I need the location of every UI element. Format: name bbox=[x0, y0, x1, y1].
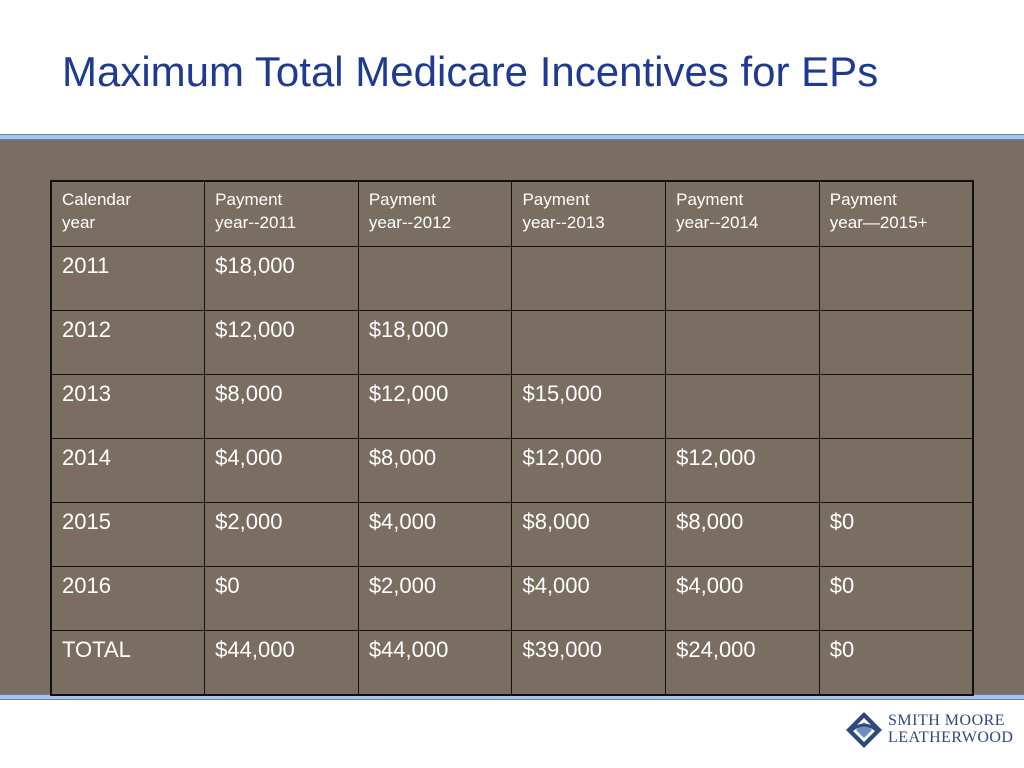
incentives-table bbox=[50, 180, 974, 696]
table-cell: $0 bbox=[819, 631, 973, 696]
table-cell: $8,000 bbox=[205, 375, 359, 439]
table-cell bbox=[512, 311, 666, 375]
table-cell: 2013 bbox=[51, 375, 205, 439]
table-cell bbox=[358, 247, 512, 311]
table-cell bbox=[819, 311, 973, 375]
table-cell: $2,000 bbox=[358, 567, 512, 631]
table-cell: TOTAL bbox=[51, 631, 205, 696]
table-cell: 2015 bbox=[51, 503, 205, 567]
table-cell: $4,000 bbox=[512, 567, 666, 631]
table-cell: $8,000 bbox=[358, 439, 512, 503]
table-cell bbox=[666, 311, 820, 375]
table-cell: $39,000 bbox=[512, 631, 666, 696]
table-cell: $18,000 bbox=[205, 247, 359, 311]
header-payment-year-2013: Payment year--2013 bbox=[512, 181, 666, 247]
table-cell bbox=[819, 247, 973, 311]
logo-diamond-icon bbox=[846, 712, 882, 748]
table-cell bbox=[512, 247, 666, 311]
logo-line-2: LEATHERWOOD bbox=[888, 729, 1014, 746]
table-cell: $24,000 bbox=[666, 631, 820, 696]
table-cell: $0 bbox=[819, 503, 973, 567]
header-payment-year-2012: Payment year--2012 bbox=[358, 181, 512, 247]
slide-title: Maximum Total Medicare Incentives for EPs bbox=[62, 48, 879, 95]
table-cell: $44,000 bbox=[205, 631, 359, 696]
table-cell: 2011 bbox=[51, 247, 205, 311]
header-calendar-year: Calendar year bbox=[51, 181, 205, 247]
table-cell: $4,000 bbox=[205, 439, 359, 503]
table-cell: 2016 bbox=[51, 567, 205, 631]
table-cell bbox=[819, 375, 973, 439]
logo-line-1: SMITH MOORE bbox=[888, 712, 1006, 729]
table-cell: $8,000 bbox=[666, 503, 820, 567]
table-cell: $12,000 bbox=[512, 439, 666, 503]
table-row-total bbox=[51, 631, 973, 696]
table-cell: $0 bbox=[205, 567, 359, 631]
header-payment-year-2015-plus: Payment year—2015+ bbox=[819, 181, 973, 247]
table-row bbox=[51, 375, 973, 439]
table-row bbox=[51, 439, 973, 503]
table-cell: $8,000 bbox=[512, 503, 666, 567]
table-cell: $12,000 bbox=[358, 375, 512, 439]
table-row bbox=[51, 503, 973, 567]
table-cell: $44,000 bbox=[358, 631, 512, 696]
table-cell: $4,000 bbox=[358, 503, 512, 567]
table-row bbox=[51, 567, 973, 631]
table-cell bbox=[666, 247, 820, 311]
table-cell: $15,000 bbox=[512, 375, 666, 439]
firm-logo-wordmark bbox=[888, 712, 1013, 746]
table-cell: $12,000 bbox=[666, 439, 820, 503]
table-cell: 2012 bbox=[51, 311, 205, 375]
table-cell: 2014 bbox=[51, 439, 205, 503]
table-cell: $12,000 bbox=[205, 311, 359, 375]
table-cell: $0 bbox=[819, 567, 973, 631]
table-row bbox=[51, 247, 973, 311]
header-payment-year-2011: Payment year--2011 bbox=[205, 181, 359, 247]
table-header-row bbox=[51, 181, 973, 247]
header-payment-year-2014: Payment year--2014 bbox=[666, 181, 820, 247]
table-cell: $4,000 bbox=[666, 567, 820, 631]
table-cell: $18,000 bbox=[358, 311, 512, 375]
table-cell bbox=[666, 375, 820, 439]
table-cell: $2,000 bbox=[205, 503, 359, 567]
top-divider-rule bbox=[0, 134, 1024, 140]
table-row bbox=[51, 311, 973, 375]
table-cell bbox=[819, 439, 973, 503]
